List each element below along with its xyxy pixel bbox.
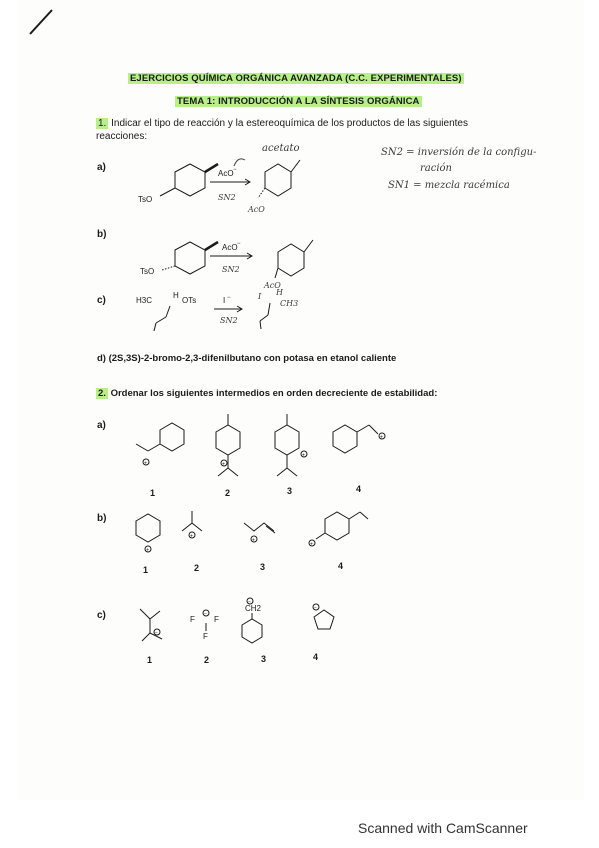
q1-c-h3c: H3C <box>136 296 153 305</box>
reaction-1c <box>130 285 330 335</box>
q1-b-label: b) <box>97 229 107 240</box>
q1-c-product-ch3: CH3 <box>280 299 299 308</box>
q1-a-condition: SN2 <box>218 193 236 202</box>
q1-c-condition: SN2 <box>220 316 238 325</box>
svg-text:+: + <box>380 434 383 441</box>
page-subtitle: TEMA 1: INTRODUCCIÓN A LA SÍNTESIS ORGÁNICA <box>177 96 420 107</box>
q2-a-number-3: 3 <box>287 486 293 496</box>
q2-c-f1: F <box>190 615 195 624</box>
svg-text:−: − <box>248 599 251 606</box>
structures-2a <box>120 410 400 495</box>
q1-a-reagent: AcO <box>218 169 234 178</box>
q2-c-f2: F <box>214 615 219 624</box>
note-sn1: SN1 = mezcla racémica <box>388 180 510 191</box>
question-2-number: 2. <box>98 388 106 399</box>
q2-a-number-4: 4 <box>356 484 362 494</box>
svg-text:−: − <box>237 241 241 247</box>
q1-b-leaving: TsO <box>140 267 155 276</box>
svg-text:+: + <box>302 452 305 459</box>
reaction-1a <box>130 150 330 220</box>
q1-c-label: c) <box>97 295 106 306</box>
q2-c-number-2: 2 <box>204 655 210 665</box>
svg-text:+: + <box>222 461 225 468</box>
svg-text:+: + <box>146 547 149 554</box>
q2-b-number-4: 4 <box>338 561 344 571</box>
reaction-1b <box>130 230 330 290</box>
q1-d-text: d) (2S,3S)-2-bromo-2,3-difenilbutano con potasa en etanol caliente <box>97 353 397 364</box>
svg-text:+: + <box>190 533 193 540</box>
note-sn2-line1: SN2 = inversión de la configu- <box>381 147 537 158</box>
question-2-text: Ordenar los siguientes intermedios en orden decreciente de estabilidad: <box>110 388 438 399</box>
q1-a-label: a) <box>97 162 106 173</box>
structures-2b <box>120 505 400 565</box>
q2-b-number-2: 2 <box>194 563 200 573</box>
q1-b-product-group: AcO <box>264 281 281 290</box>
svg-text:+: + <box>310 541 313 548</box>
q1-b-condition: SN2 <box>222 265 240 274</box>
q1-c-product-h: H <box>276 288 283 297</box>
svg-text:−: − <box>233 167 237 173</box>
q2-b-label: b) <box>97 513 107 524</box>
q2-b-number-1: 1 <box>143 565 149 575</box>
svg-text:−: − <box>227 295 231 301</box>
q1-c-h: H <box>173 291 179 300</box>
question-1 <box>96 117 516 143</box>
page-title: EJERCICIOS QUÍMICA ORGÁNICA AVANZADA (C.C. EXPERIMENTALES) <box>130 73 462 84</box>
svg-text:−: − <box>155 630 158 637</box>
q2-b-number-3: 3 <box>260 562 266 572</box>
q1-c-reagent: I <box>223 296 226 305</box>
svg-text:+: + <box>144 460 147 467</box>
question-1-text-line2: reacciones: <box>96 131 148 142</box>
q2-c-number-3: 3 <box>261 654 267 664</box>
question-1-number: 1. <box>98 118 107 129</box>
question-2 <box>96 387 516 400</box>
pen-stroke <box>28 8 58 38</box>
camscanner-watermark: Scanned with CamScanner <box>358 820 528 836</box>
q2-a-number-1: 1 <box>150 488 156 498</box>
structures-2c <box>120 595 340 655</box>
svg-text:−: − <box>314 605 317 612</box>
q2-c-label: c) <box>97 610 106 621</box>
q1-a-leaving: TsO <box>138 195 153 204</box>
question-1-text-line1: Indicar el tipo de reacción y la estereoquímica de los productos de las siguientes <box>111 118 468 129</box>
q2-c-number-4: 4 <box>313 652 319 662</box>
q1-c-product-i: I <box>258 292 262 301</box>
q2-a-number-2: 2 <box>225 488 231 498</box>
svg-text:+: + <box>252 537 255 544</box>
note-acetato: acetato <box>262 143 300 154</box>
q2-c-number-1: 1 <box>147 655 153 665</box>
q2-c-f3: F <box>203 632 208 641</box>
q1-a-product-group: AcO <box>248 205 265 214</box>
note-sn2-line2: ración <box>420 163 453 174</box>
q2-c-ch2: CH2 <box>245 604 262 613</box>
q2-a-label: a) <box>97 420 106 431</box>
q1-b-reagent: AcO <box>222 243 238 252</box>
svg-text:−: − <box>204 611 207 618</box>
q1-c-leaving: OTs <box>182 296 197 305</box>
